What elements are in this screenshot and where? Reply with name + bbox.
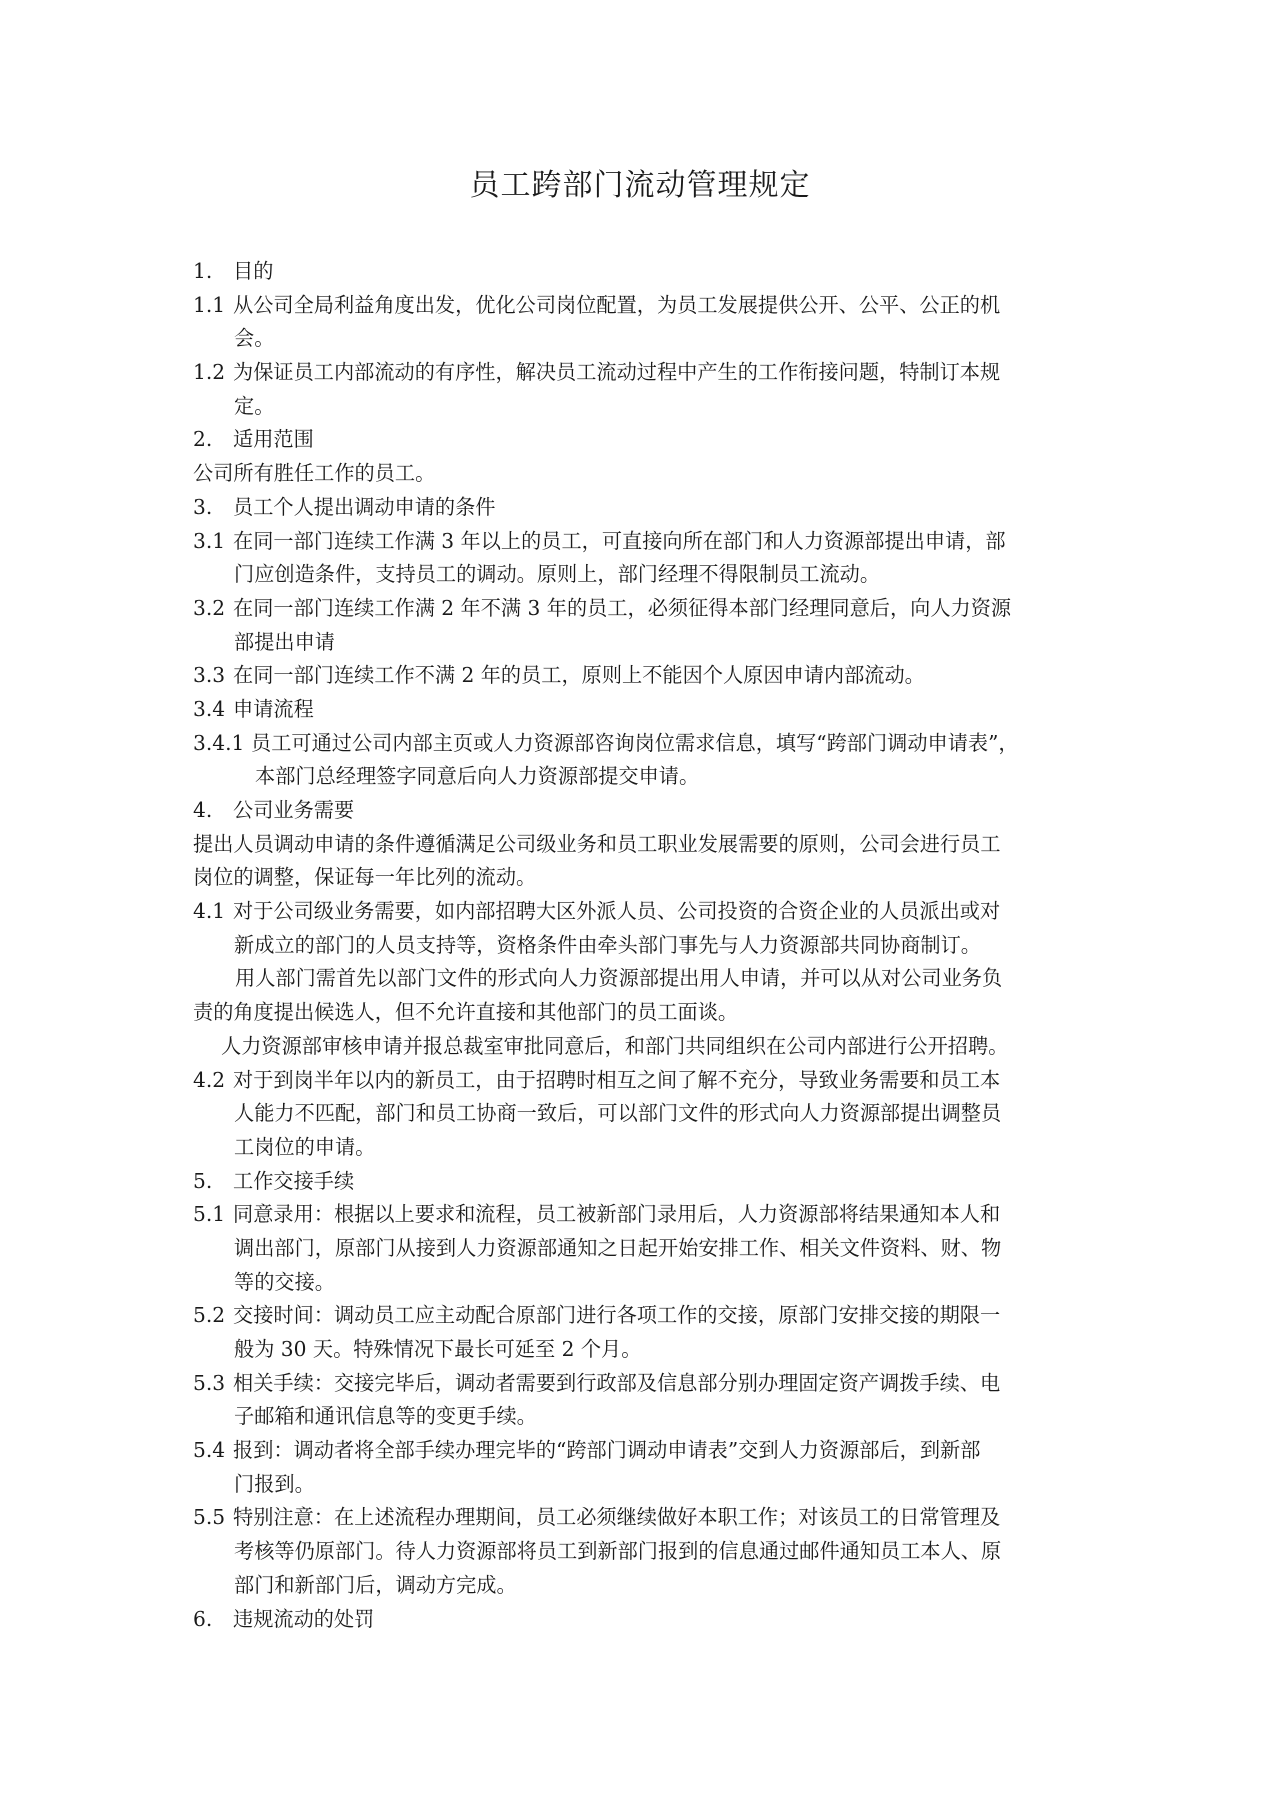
clause-number: 3.3 — [193, 663, 226, 688]
section-text: 适用范围 — [233, 427, 314, 452]
paragraph-line: 子邮箱和通讯信息等的变更手续。 — [234, 1404, 537, 1429]
clause-number: 4.1 — [193, 899, 226, 924]
clause-text: 申请流程 — [233, 696, 314, 721]
paragraph-line — [193, 1299, 1090, 1333]
document-body — [193, 255, 1090, 1636]
paragraph-line — [193, 1367, 1090, 1401]
clause-text: 特别注意：在上述流程办理期间，员工必须继续做好本职工作；对该员工的日常管理及 — [233, 1505, 1001, 1530]
paragraph-line: 般为 30 天。特殊情况下最长可延至 2 个月。 — [234, 1337, 642, 1361]
paragraph-line: 新成立的部门的人员支持等，资格条件由牵头部门事先与人力资源部共同协商制订。 — [234, 932, 981, 957]
clause-number: 1.2 — [193, 360, 226, 385]
clause-number: 5.4 — [193, 1438, 226, 1463]
paragraph-line — [193, 1501, 1090, 1535]
paragraph-line: 等的交接。 — [234, 1269, 335, 1294]
clause-number: 5.3 — [193, 1370, 226, 1395]
section-heading — [193, 423, 1090, 457]
clause-text: 同意录用：根据以上要求和流程，员工被新部门录用后，人力资源部将结果通知本人和 — [233, 1202, 1001, 1227]
paragraph-line: 提出人员调动申请的条件遵循满足公司级业务和员工职业发展需要的原则，公司会进行员工 — [193, 831, 1001, 856]
paragraph-line: 公司所有胜任工作的员工。 — [193, 461, 436, 486]
paragraph-line: 调出部门，原部门从接到人力资源部通知之日起开始安排工作、相关文件资料、财、物 — [234, 1235, 1002, 1260]
paragraph-line — [193, 592, 1090, 626]
paragraph-line: 门报到。 — [234, 1471, 315, 1496]
clause-number: 3.2 — [193, 595, 226, 620]
paragraph-line: 定。 — [234, 393, 275, 418]
paragraph-line — [193, 289, 1090, 323]
paragraph-line: 人力资源部审核申请并报总裁室审批同意后，和部门共同组织在公司内部进行公开招聘。 — [221, 1033, 1009, 1058]
paragraph-line: 工岗位的申请。 — [234, 1134, 376, 1159]
paragraph-line — [193, 659, 1090, 693]
clause-number: 5.1 — [193, 1202, 226, 1227]
paragraph-line: 部提出申请 — [234, 629, 335, 654]
section-heading — [193, 1165, 1090, 1199]
paragraph-line: 本部门总经理签字同意后向人力资源部提交申请。 — [255, 764, 700, 789]
clause-text: 从公司全局利益角度出发，优化公司岗位配置，为员工发展提供公开、公平、公正的机 — [233, 292, 1001, 317]
clause-number: 3.4.1 — [193, 730, 245, 755]
section-number: 1. — [193, 259, 213, 283]
clause-text: 在同一部门连续工作满 2 年不满 3 年的员工，必须征得本部门经理同意后，向人力资源 — [233, 595, 1012, 620]
section-number: 5. — [193, 1168, 213, 1193]
section-text: 工作交接手续 — [233, 1168, 355, 1193]
clause-text: 为保证员工内部流动的有序性，解决员工流动过程中产生的工作衔接问题，特制订本规 — [233, 360, 1001, 385]
clause-text: 报到：调动者将全部手续办理完毕的“跨部门调动申请表”交到人力资源部后，到新部 — [233, 1438, 981, 1463]
section-text: 公司业务需要 — [233, 798, 355, 822]
clause-number: 3.4 — [193, 696, 226, 721]
clause-text: 对于公司级业务需要，如内部招聘大区外派人员、公司投资的合资企业的人员派出或对 — [233, 899, 1001, 924]
section-text: 目的 — [233, 259, 274, 283]
section-text: 违规流动的处罚 — [233, 1606, 375, 1631]
section-number: 2. — [193, 427, 213, 452]
clause-number: 3.1 — [193, 528, 226, 553]
clause-text: 在同一部门连续工作满 3 年以上的员工，可直接向所在部门和人力资源部提出申请，部 — [233, 528, 1006, 553]
paragraph-line: 用人部门需首先以部门文件的形式向人力资源部提出用人申请，并可以从对公司业务负 — [235, 966, 1003, 991]
paragraph-line — [193, 1198, 1090, 1232]
clause-number: 4.2 — [193, 1067, 226, 1092]
paragraph-line — [193, 525, 1090, 559]
paragraph-line: 门应创造条件，支持员工的调动。原则上，部门经理不得限制员工流动。 — [234, 562, 881, 587]
paragraph-line: 部门和新部门后，调动方完成。 — [234, 1572, 517, 1597]
paragraph-line — [193, 895, 1090, 929]
paragraph-line: 岗位的调整，保证每一年比列的流动。 — [193, 865, 537, 890]
clause-text: 交接时间：调动员工应主动配合原部门进行各项工作的交接，原部门安排交接的期限一 — [233, 1303, 1001, 1328]
clause-text: 在同一部门连续工作不满 2 年的员工，原则上不能因个人原因申请内部流动。 — [233, 663, 925, 688]
section-heading — [193, 1603, 1090, 1637]
clause-text: 相关手续：交接完毕后，调动者需要到行政部及信息部分别办理固定资产调拨手续、电 — [233, 1370, 1001, 1395]
clause-text: 对于到岗半年以内的新员工，由于招聘时相互之间了解不充分，导致业务需要和员工本 — [233, 1067, 1001, 1092]
section-text: 员工个人提出调动申请的条件 — [233, 494, 496, 519]
section-heading — [193, 491, 1090, 525]
section-number: 3. — [193, 494, 213, 519]
paragraph-line — [193, 1064, 1090, 1098]
paragraph-line — [193, 727, 1090, 761]
paragraph-line — [193, 693, 1090, 727]
paragraph-line: 考核等仍原部门。待人力资源部将员工到新部门报到的信息通过邮件通知员工本人、原 — [234, 1539, 1002, 1564]
section-number: 4. — [193, 798, 213, 822]
section-heading — [193, 255, 1090, 289]
clause-text: 员工可通过公司内部主页或人力资源部咨询岗位需求信息，填写“跨部门调动申请表”， — [251, 730, 1019, 755]
paragraph-line — [193, 356, 1090, 390]
paragraph-line: 人能力不匹配，部门和员工协商一致后，可以部门文件的形式向人力资源部提出调整员 — [234, 1101, 1002, 1126]
document-title: 员工跨部门流动管理规定 — [469, 168, 811, 203]
clause-number: 5.2 — [193, 1303, 226, 1328]
section-heading — [193, 794, 1090, 828]
paragraph-line — [193, 1434, 1090, 1468]
clause-number: 5.5 — [193, 1505, 226, 1530]
clause-number: 1.1 — [193, 292, 226, 317]
paragraph-line: 会。 — [234, 326, 275, 351]
paragraph-line: 责的角度提出候选人，但不允许直接和其他部门的员工面谈。 — [193, 1000, 739, 1025]
section-number: 6. — [193, 1606, 213, 1631]
